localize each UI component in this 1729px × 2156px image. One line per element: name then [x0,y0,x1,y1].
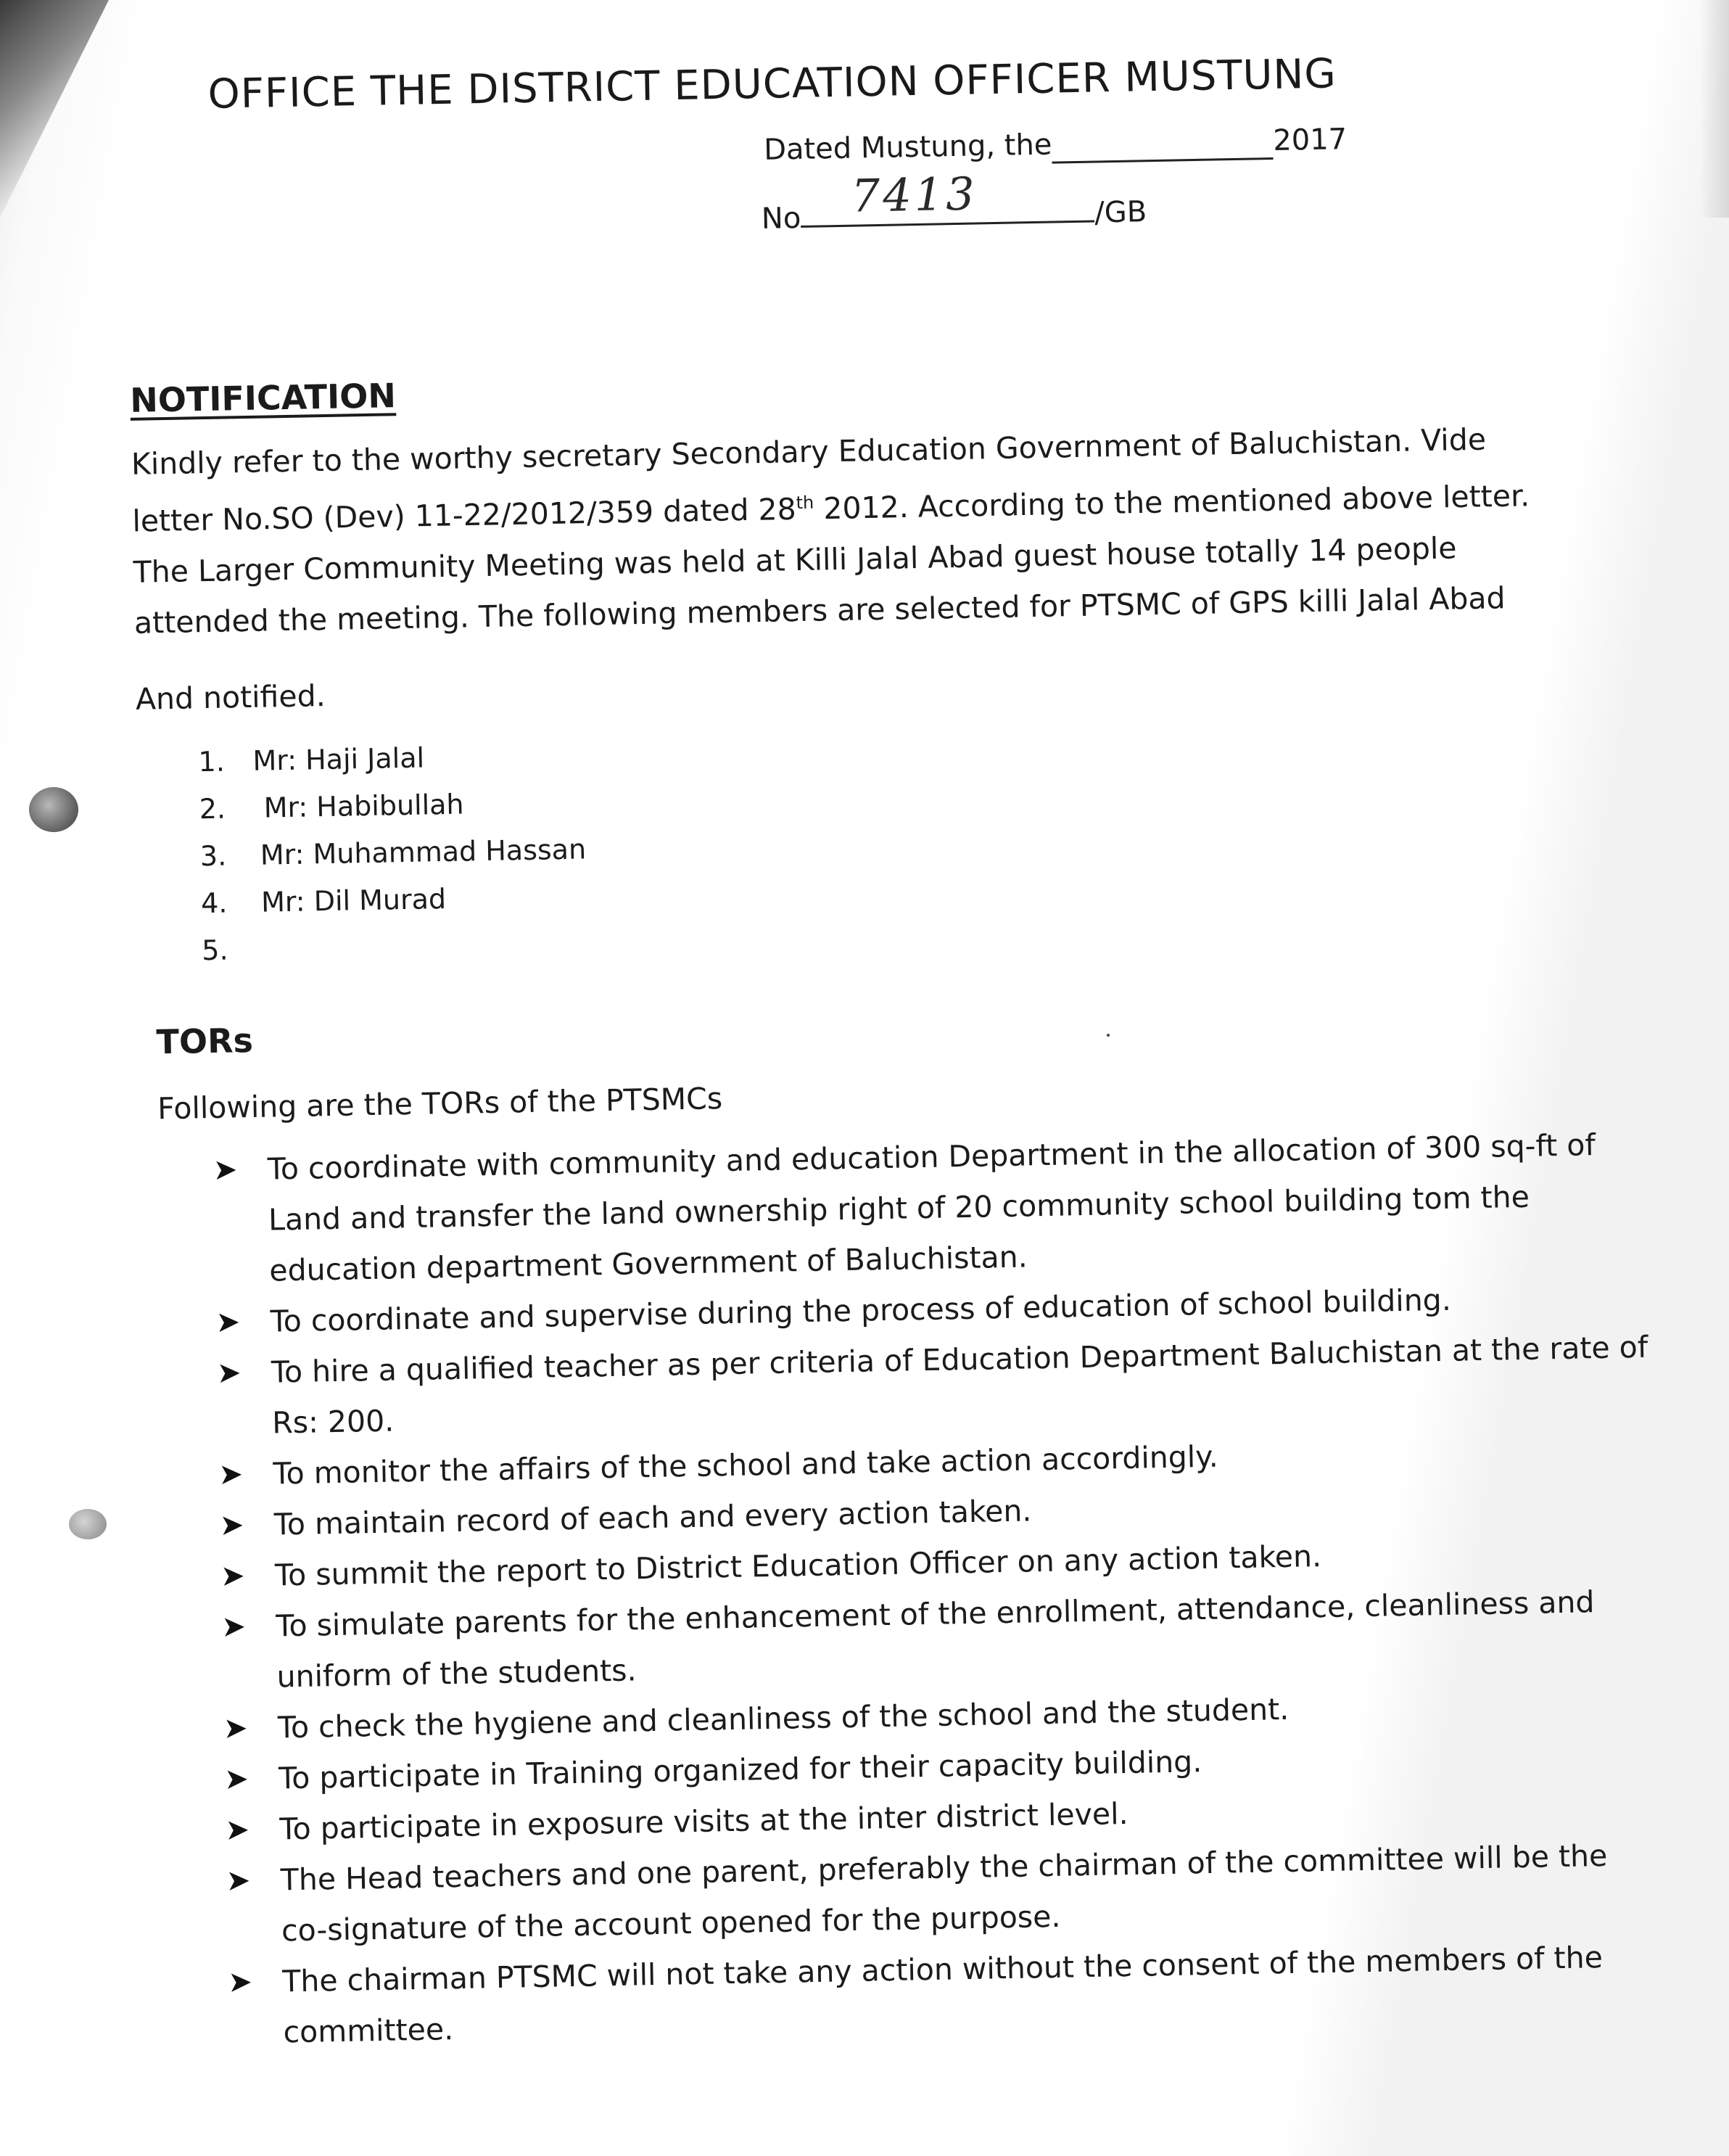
member-number: 1. [198,745,226,778]
dated-year: 2017 [1272,123,1348,157]
member-item [198,739,585,794]
punch-hole-top [29,787,78,832]
member-number: 4. [200,886,228,920]
arrow-bullet-icon: ➤ [219,1508,244,1542]
tor-text: To coordinate with community and education Department in the allocation of 300 sq-ft of Land and transfer the land ownership right of 20 community school building tom the education department Government of Baluchistan. [267,1127,1596,1288]
arrow-bullet-icon: ➤ [212,1153,238,1187]
tor-text: The Head teachers and one parent, preferably the chairman of the committee will be the co-signature of the account opened for the purpose. [280,1838,1608,1949]
member-item [199,786,585,841]
paragraph-line-text: letter No.SO (Dev) 11-22/2012/359 dated 28 [131,491,797,539]
member-number: 2. [199,792,226,826]
arrow-bullet-icon: ➤ [216,1356,242,1390]
tors-list [212,1119,1665,2059]
superscript-th: th [796,492,814,514]
tor-text: To check the hygiene and cleanliness of the school and the student. [277,1691,1289,1745]
tor-text: To coordinate and supervise during the process of education of school building. [270,1282,1452,1339]
paragraph-line: attended the meeting. The following members are selected for PTSMC of GPS killi Jalal Abad [133,580,1506,641]
page-edge-shadow [1700,0,1729,218]
arrow-bullet-icon: ➤ [223,1762,249,1796]
tor-text: To simulate parents for the enhancement of the enrollment, attendance, cleanliness and uniform of the students. [275,1584,1595,1695]
arrow-bullet-icon: ➤ [225,1813,250,1847]
tor-text: To hire a qualified teacher as per criteria of Education Department Baluchistan at the rate of Rs: 200. [271,1329,1648,1441]
arrow-bullet-icon: ➤ [220,1610,247,1644]
arrow-bullet-icon: ➤ [218,1457,244,1491]
notification-heading: NOTIFICATION [129,376,397,420]
arrow-bullet-icon: ➤ [227,1965,253,1999]
member-number: 5. [201,934,228,967]
tors-heading: TORs [156,1020,254,1062]
punch-hole-bottom [69,1509,107,1539]
tor-text: To monitor the affairs of the school and take action accordingly. [273,1439,1219,1491]
paragraph-line: The Larger Community Meeting was held at Killi Jalal Abad guest house totally 14 people [133,530,1457,590]
member-item [202,927,588,982]
tor-item [212,1119,1651,1297]
reference-number-blank [801,167,1095,228]
tor-text: The chairman PTSMC will not take any action without the consent of the members of the committee. [281,1940,1604,2050]
notification-paragraph [131,412,1606,649]
no-suffix: /GB [1094,195,1147,230]
tor-text: To maintain record of each and every action taken. [273,1493,1032,1542]
arrow-bullet-icon: ➤ [223,1711,248,1745]
members-list [198,739,588,982]
paragraph-line-rest: 2012. According to the mentioned above letter. [813,478,1530,527]
member-item [200,834,587,888]
paragraph-line: Kindly refer to the worthy secretary Secondary Education Government of Baluchistan. Vide [131,421,1487,482]
tor-text: To summit the report to District Education Officer on any action taken. [274,1539,1322,1593]
arrow-bullet-icon: ➤ [215,1305,241,1339]
notified-text: And notified. [135,678,326,717]
member-name: Mr: Haji Jalal [252,741,425,777]
speck [1107,1034,1110,1037]
date-blank [1052,124,1274,164]
member-name: Mr: Dil Murad [260,883,447,918]
no-label: No [761,201,801,236]
member-number: 3. [199,839,227,873]
member-name: Mr: Muhammad Hassan [260,833,587,871]
office-title: OFFICE THE DISTRICT EDUCATION OFFICER MUSTUNG [207,50,1337,118]
folded-corner-shadow [0,0,109,218]
tors-intro: Following are the TORs of the PTSMCs [157,1081,723,1127]
tor-text: To participate in exposure visits at the inter district level. [279,1796,1128,1847]
handwritten-reference-number: 7413 [851,167,978,223]
reference-number-line [761,167,1147,236]
member-name: Mr: Habibullah [263,788,464,824]
arrow-bullet-icon: ➤ [220,1559,246,1593]
document-content [123,1,1648,2050]
member-item [201,880,587,934]
dated-label: Dated Mustung, the [763,128,1052,167]
dated-line [764,123,1348,169]
arrow-bullet-icon: ➤ [226,1864,251,1898]
tor-text: To participate in Training organized for their capacity building. [278,1744,1202,1796]
